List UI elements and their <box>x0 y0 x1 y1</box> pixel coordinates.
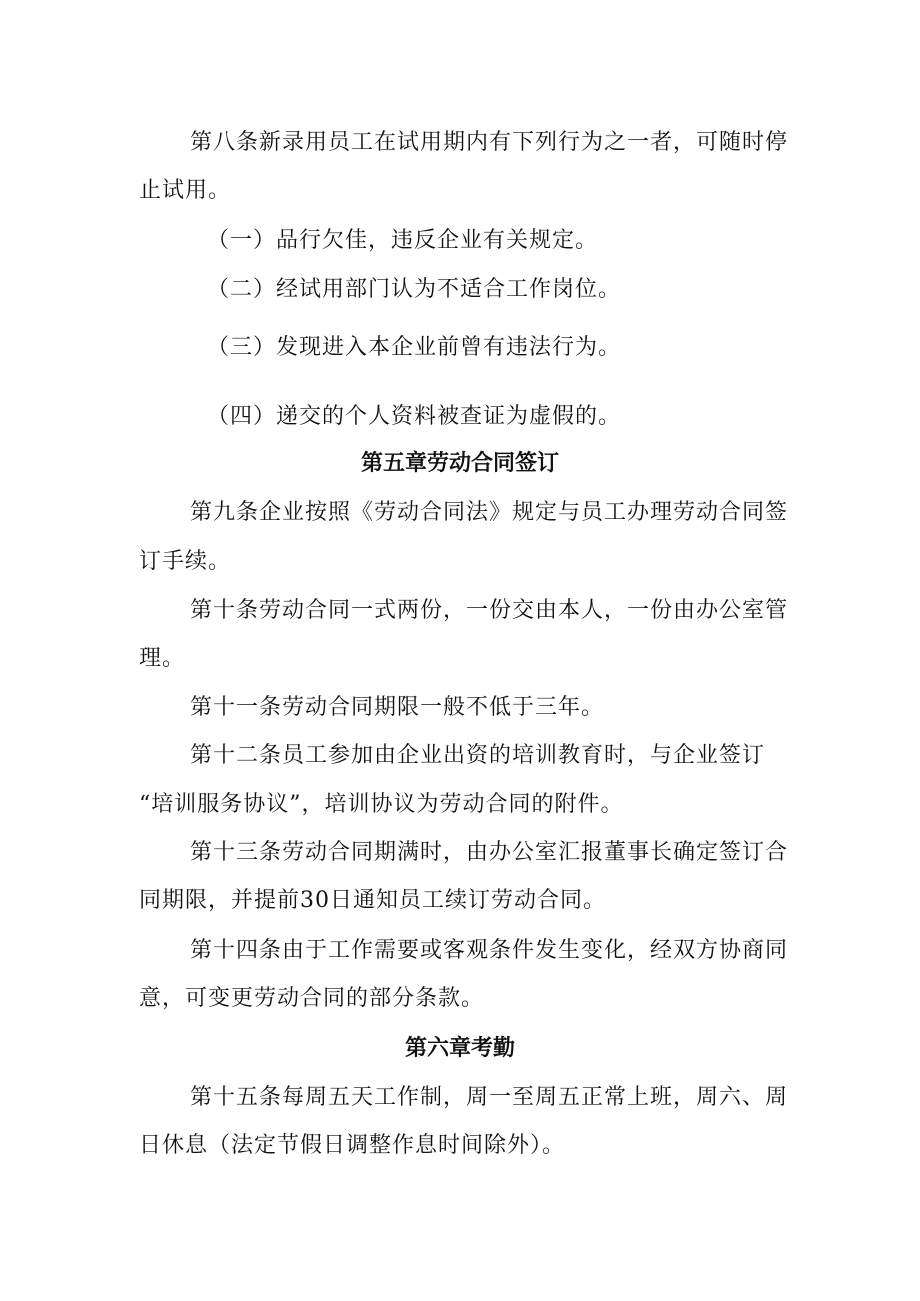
chapter-5-title: 第五章劳动合同签订 <box>360 451 559 476</box>
article-12-line-2: “培训服务协议”，培训协议为劳动合同的附件。 <box>139 792 624 817</box>
article-9-line-2: 订手续。 <box>139 549 232 574</box>
article-12-line-1: 第十二条员工参加由企业出资的培训教育时，与企业签订 <box>190 743 766 768</box>
article-10-line-1: 第十条劳动合同一式两份，一份交由本人，一份由办公室管 <box>190 598 789 623</box>
article-8-item-2: （二）经试用部门认为不适合工作岗位。 <box>207 277 622 302</box>
article-14-line-2: 意，可变更劳动合同的部分条款。 <box>139 986 485 1011</box>
article-8-line-2: 止试用。 <box>139 178 232 203</box>
article-11-line-1: 第十一条劳动合同期限一般不低于三年。 <box>190 695 605 720</box>
article-8-item-4: （四）递交的个人资料被查证为虚假的。 <box>207 404 622 429</box>
article-15-line-2: 日休息（法定节假日调整作息时间除外）。 <box>139 1133 566 1158</box>
article-8-item-1: （一）品行欠佳，违反企业有关规定。 <box>207 228 599 253</box>
article-9-line-1: 第九条企业按照《劳动合同法》规定与员工办理劳动合同签 <box>190 500 789 525</box>
article-13-line-1: 第十三条劳动合同期满时，由办公室汇报董事长确定签订合 <box>190 840 789 865</box>
article-14-line-1: 第十四条由于工作需要或客观条件发生变化，经双方协商同 <box>190 938 789 963</box>
article-13-line-2: 同期限，并提前30日通知员工续订劳动合同。 <box>139 888 606 913</box>
article-15-line-1: 第十五条每周五天工作制，周一至周五正常上班，周六、周 <box>190 1085 789 1110</box>
article-8-line-1: 第八条新录用员工在试用期内有下列行为之一者，可随时停 <box>190 130 789 155</box>
chapter-6-title: 第六章考勤 <box>404 1036 515 1061</box>
article-10-line-2: 理。 <box>139 646 186 671</box>
article-8-item-3: （三）发现进入本企业前曾有违法行为。 <box>207 335 622 360</box>
